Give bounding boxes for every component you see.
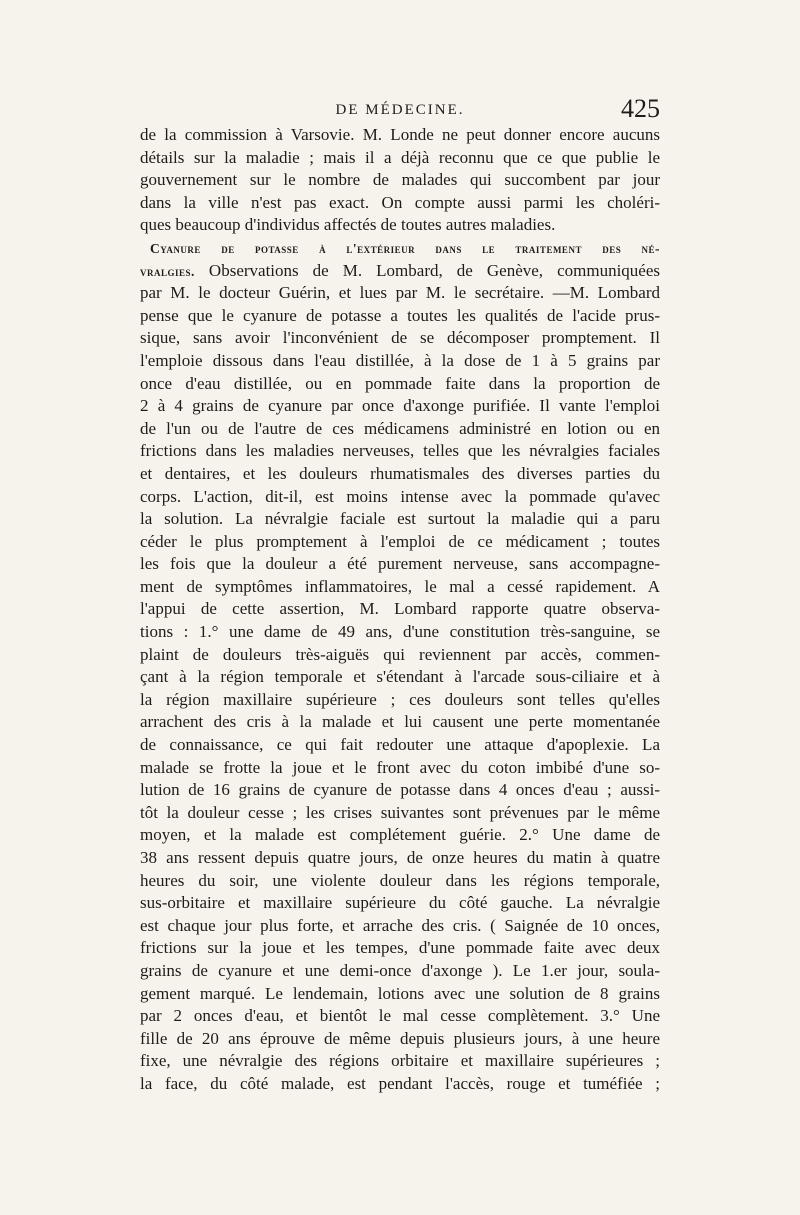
text-line: çant à la région temporale et s'étendant à l'arcade sous-ciliaire et à — [140, 667, 660, 687]
text-line-rest: Observations de M. Lombard, de Genève, communiquées — [194, 260, 660, 280]
text-line: et dentaires, et les douleurs rhumatismales des diverses parties du — [140, 463, 660, 483]
text-line: frictions dans les maladies nerveuses, telles que les névralgies faciales — [140, 441, 660, 461]
text-line: gouvernement sur le nombre de malades qui succombent par jour — [140, 170, 660, 190]
page-number: 425 — [621, 94, 660, 123]
section-heading: Cyanure de potasse à l'extérieur dans le traitement des né- — [150, 240, 660, 256]
text-line: moyen, et la malade est complétement guérie. 2.° Une dame de — [140, 825, 660, 845]
body-text — [140, 124, 660, 1096]
page-header — [140, 94, 660, 124]
text-line: heures du soir, une violente douleur dans les régions temporale, — [140, 870, 660, 890]
text-line: tions : 1.° une dame de 49 ans, d'une constitution très-sanguine, se — [140, 622, 660, 642]
text-line: de connaissance, ce qui fait redouter une attaque d'apoplexie. La — [140, 735, 660, 755]
text-line: par 2 onces d'eau, et bientôt le mal cesse complètement. 3.° Une — [140, 1006, 660, 1026]
text-line: lution de 16 grains de cyanure de potasse dans 4 onces d'eau ; aussi- — [140, 780, 660, 800]
text-line: ques beaucoup d'individus affectés de toutes autres maladies. — [140, 215, 556, 235]
text-line: frictions sur la joue et les tempes, d'une pommade faite avec deux — [140, 938, 660, 958]
text-line: de la commission à Varsovie. M. Londe ne peut donner encore aucuns — [140, 125, 660, 144]
running-head: DE MÉDECINE. — [335, 102, 465, 118]
text-line: l'appui de cette assertion, M. Lombard rapporte quatre observa- — [140, 599, 660, 619]
text-line: 38 ans ressent depuis quatre jours, de onze heures du matin à quatre — [140, 848, 660, 867]
text-line: once d'eau distillée, ou en pommade faite dans la proportion de — [140, 373, 660, 393]
text-line: plaint de douleurs très-aiguës qui reviennent par accès, commen- — [140, 644, 660, 664]
text-line: fixe, une névralgie des régions orbitaire et maxillaire supérieures ; — [140, 1051, 660, 1071]
text-line: par M. le docteur Guérin, et lues par M. le secrétaire. —M. Lombard — [140, 283, 660, 303]
text-line: sique, sans avoir l'inconvénient de se décomposer promptement. Il — [140, 328, 660, 348]
text-line: détails sur la maladie ; mais il a déjà reconnu que ce que publie le — [140, 147, 660, 167]
text-line: de l'un ou de l'autre de ces médicamens administré en lotion ou en — [140, 418, 660, 438]
text-line: est chaque jour plus forte, et arrache des cris. ( Saignée de 10 onces, — [140, 915, 660, 935]
text-line: arrachent des cris à la malade et lui causent une perte momentanée — [140, 712, 660, 732]
text-line: fille de 20 ans éprouve de même depuis plusieurs jours, à une heure — [140, 1028, 660, 1048]
text-line: pense que le cyanure de potasse a toutes les qualités de l'acide prus- — [140, 305, 660, 325]
text-line: dans la ville n'est pas exact. On compte aussi parmi les choléri- — [140, 192, 660, 212]
text-line: tôt la douleur cesse ; les crises suivantes sont prévenues par le même — [140, 802, 660, 822]
text-line: la face, du côté malade, est pendant l'accès, rouge et tuméfiée ; — [140, 1073, 660, 1093]
section-heading-continuation: vralgies. — [140, 263, 195, 279]
text-line — [140, 237, 660, 260]
text-line — [140, 260, 660, 283]
text-line: l'emploie dissous dans l'eau distillée, à la dose de 1 à 5 grains par — [140, 350, 660, 370]
text-line: sus-orbitaire et maxillaire supérieure du côté gauche. La névralgie — [140, 893, 660, 913]
text-line: grains de cyanure et une demi-once d'axonge ). Le 1.er jour, soula- — [140, 960, 660, 980]
text-line: malade se frotte la joue et le front avec du coton imbibé d'une so- — [140, 757, 660, 777]
text-line: corps. L'action, dit-il, est moins intense avec la pommade qu'avec — [140, 486, 660, 506]
text-line: 2 à 4 grains de cyanure par once d'axonge purifiée. Il vante l'emploi — [140, 396, 660, 416]
text-line: les fois que la douleur a été purement nerveuse, sans accompagne- — [140, 554, 660, 574]
text-line: céder le plus promptement à l'emploi de ce médicament ; toutes — [140, 531, 660, 551]
text-line: la solution. La névralgie faciale est surtout la maladie qui a paru — [140, 509, 660, 529]
text-line: la région maxillaire supérieure ; ces douleurs sont telles qu'elles — [140, 689, 660, 709]
text-line: gement marqué. Le lendemain, lotions avec une solution de 8 grains — [140, 983, 660, 1003]
text-line: ment de symptômes inflammatoires, le mal a cessé rapidement. A — [140, 576, 660, 596]
